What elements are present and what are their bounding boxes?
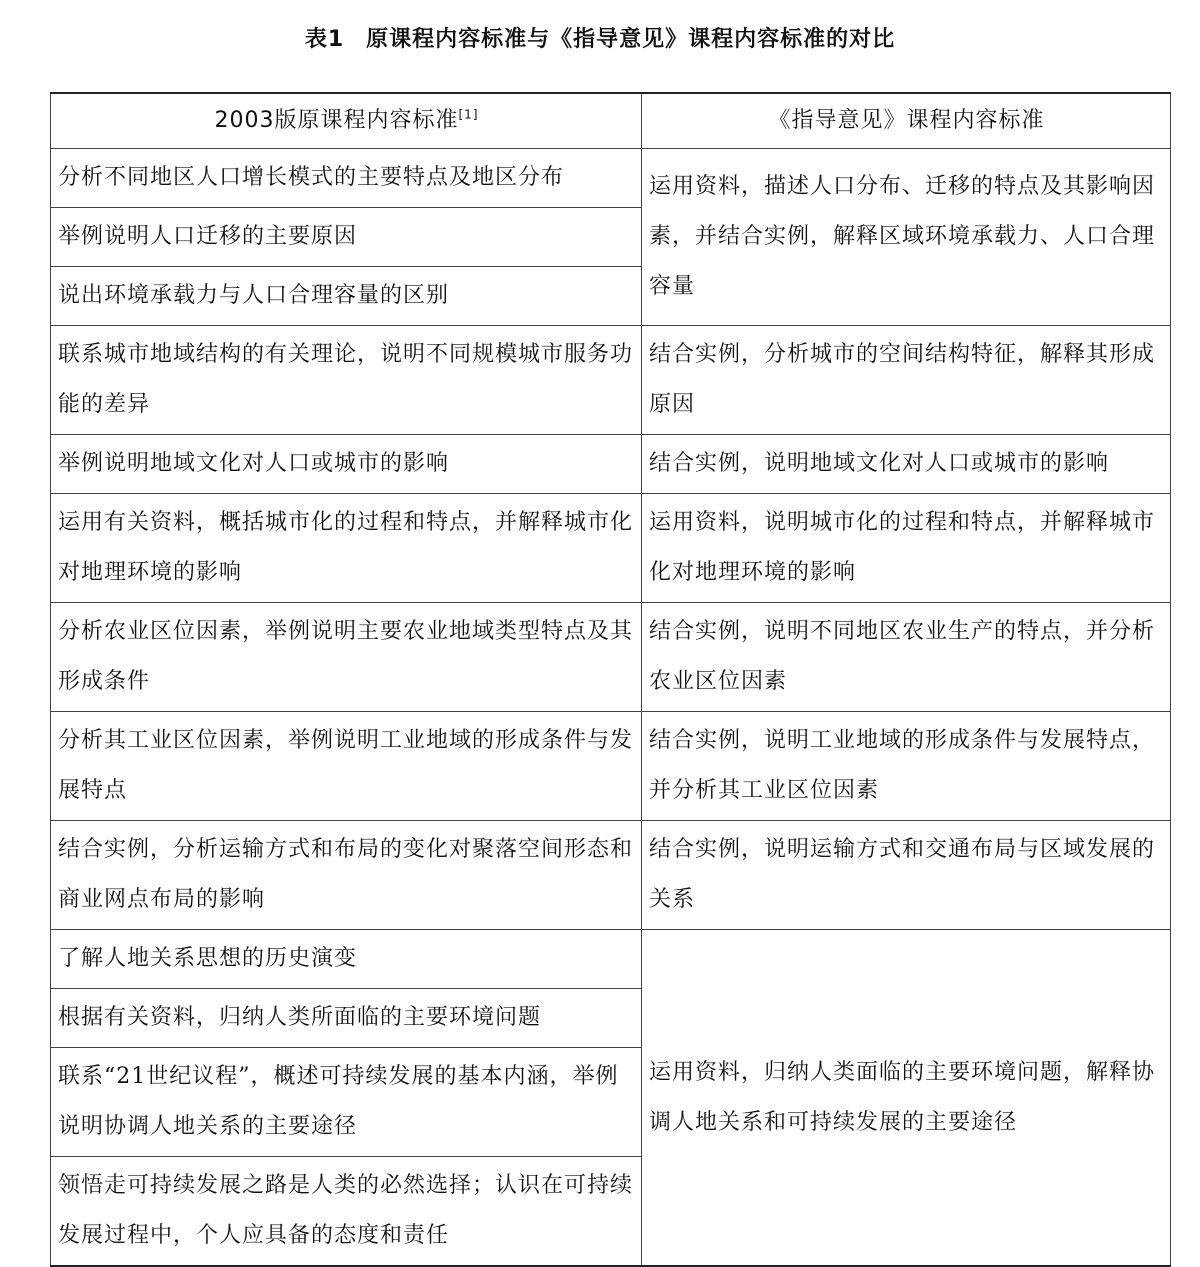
guidance-standard-cell: 结合实例，分析城市的空间结构特征，解释其形成原因 xyxy=(642,326,1171,435)
original-standard-cell: 分析农业区位因素，举例说明主要农业地域类型特点及其形成条件 xyxy=(51,603,642,712)
table-row xyxy=(51,326,1171,435)
table-row xyxy=(51,149,1171,208)
header-original-standard xyxy=(51,93,642,149)
header-guidance-standard: 《指导意见》课程内容标准 xyxy=(642,93,1171,149)
original-standard-cell: 说出环境承载力与人口合理容量的区别 xyxy=(51,267,642,326)
table-header-row xyxy=(51,93,1171,149)
table-number: 表1 xyxy=(304,27,345,52)
guidance-standard-cell: 运用资料，归纳人类面临的主要环境问题，解释协调人地关系和可持续发展的主要途径 xyxy=(642,930,1171,1267)
original-standard-cell: 联系“21世纪议程”，概述可持续发展的基本内涵，举例说明协调人地关系的主要途径 xyxy=(51,1048,642,1157)
original-standard-cell: 联系城市地域结构的有关理论，说明不同规模城市服务功能的差异 xyxy=(51,326,642,435)
table-row xyxy=(51,712,1171,821)
guidance-standard-cell: 结合实例，说明不同地区农业生产的特点，并分析农业区位因素 xyxy=(642,603,1171,712)
guidance-standard-cell: 运用资料，描述人口分布、迁移的特点及其影响因素，并结合实例，解释区域环境承载力、人口合理容量 xyxy=(642,149,1171,326)
original-standard-cell: 运用有关资料，概括城市化的过程和特点，并解释城市化对地理环境的影响 xyxy=(51,494,642,603)
original-standard-cell: 举例说明人口迁移的主要原因 xyxy=(51,208,642,267)
table-row xyxy=(51,603,1171,712)
guidance-standard-cell: 运用资料，说明城市化的过程和特点，并解释城市化对地理环境的影响 xyxy=(642,494,1171,603)
guidance-standard-cell: 结合实例，说明工业地域的形成条件与发展特点，并分析其工业区位因素 xyxy=(642,712,1171,821)
header-left-text: 2003版原课程内容标准 xyxy=(214,108,459,133)
table-row xyxy=(51,930,1171,989)
original-standard-cell: 了解人地关系思想的历史演变 xyxy=(51,930,642,989)
original-standard-cell: 根据有关资料，归纳人类所面临的主要环境问题 xyxy=(51,989,642,1048)
original-standard-cell: 分析不同地区人口增长模式的主要特点及地区分布 xyxy=(51,149,642,208)
reference-mark: [1] xyxy=(458,107,479,122)
table-caption xyxy=(0,22,1200,53)
table-row xyxy=(51,494,1171,603)
guidance-standard-cell: 结合实例，说明运输方式和交通布局与区域发展的关系 xyxy=(642,821,1171,930)
original-standard-cell: 分析其工业区位因素，举例说明工业地域的形成条件与发展特点 xyxy=(51,712,642,821)
table-row xyxy=(51,821,1171,930)
table-title: 原课程内容标准与《指导意见》课程内容标准的对比 xyxy=(366,27,896,52)
table-row xyxy=(51,435,1171,494)
comparison-table xyxy=(50,92,1171,1267)
original-standard-cell: 举例说明地域文化对人口或城市的影响 xyxy=(51,435,642,494)
original-standard-cell: 结合实例，分析运输方式和布局的变化对聚落空间形态和商业网点布局的影响 xyxy=(51,821,642,930)
guidance-standard-cell: 结合实例，说明地域文化对人口或城市的影响 xyxy=(642,435,1171,494)
original-standard-cell: 领悟走可持续发展之路是人类的必然选择；认识在可持续发展过程中，个人应具备的态度和责任 xyxy=(51,1157,642,1267)
